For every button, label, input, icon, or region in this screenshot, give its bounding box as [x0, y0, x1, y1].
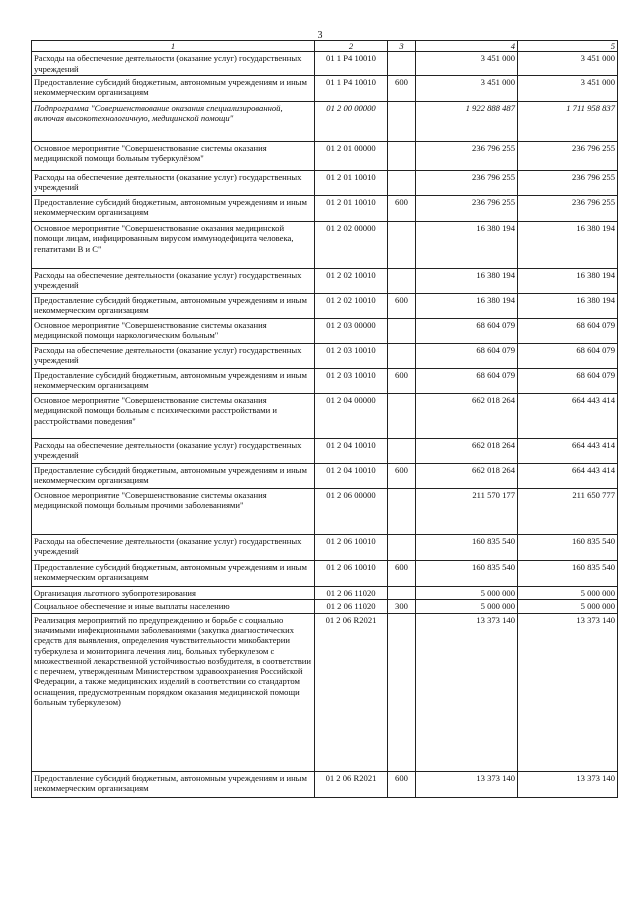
table-row	[32, 600, 618, 613]
row-code: 01 2 06 R2021	[315, 771, 388, 797]
row-code: 01 2 02 00000	[315, 221, 388, 268]
row-type: 600	[388, 771, 416, 797]
row-sum-2: 664 443 414	[518, 393, 618, 438]
row-type: 600	[388, 463, 416, 488]
row-type	[388, 221, 416, 268]
row-code: 01 2 06 00000	[315, 488, 388, 534]
row-sum-2: 68 604 079	[518, 343, 618, 368]
table-row	[32, 438, 618, 463]
header-col-3: 3	[388, 41, 416, 52]
row-name: Предоставление субсидий бюджетным, автономным учреждениям и иным некоммерческим организациям	[32, 560, 315, 586]
table-row	[32, 141, 618, 170]
row-name: Расходы на обеспечение деятельности (оказание услуг) государственных учреждений	[32, 438, 315, 463]
row-sum-1: 13 373 140	[416, 613, 518, 771]
table-row	[32, 318, 618, 343]
table-row	[32, 268, 618, 293]
row-type	[388, 318, 416, 343]
row-type: 600	[388, 75, 416, 101]
row-sum-2: 160 835 540	[518, 560, 618, 586]
row-sum-1: 211 570 177	[416, 488, 518, 534]
row-sum-1: 3 451 000	[416, 75, 518, 101]
header-col-1: 1	[32, 41, 315, 52]
row-name: Основное мероприятие "Совершенствование оказания медицинской помощи лицам, инфицированным вирусом иммунодефицита человека, гепатитами В и С"	[32, 221, 315, 268]
row-name: Предоставление субсидий бюджетным, автономным учреждениям и иным некоммерческим организациям	[32, 75, 315, 101]
row-sum-1: 16 380 194	[416, 221, 518, 268]
header-col-5: 5	[518, 41, 618, 52]
row-type	[388, 393, 416, 438]
table-row	[32, 52, 618, 76]
row-name: Социальное обеспечение и иные выплаты населению	[32, 600, 315, 613]
row-type	[388, 488, 416, 534]
row-sum-2: 236 796 255	[518, 141, 618, 170]
row-name: Основное мероприятие "Совершенствование системы оказания медицинской помощи больным с психическими расстройствами и расстройствами поведения"	[32, 393, 315, 438]
row-sum-2: 5 000 000	[518, 600, 618, 613]
row-name: Основное мероприятие "Совершенствование системы оказания медицинской помощи больным прочими заболеваниями"	[32, 488, 315, 534]
row-sum-1: 662 018 264	[416, 463, 518, 488]
row-name: Подпрограмма "Совершенствование оказания специализированной, включая высокотехнологичную, медицинской помощи"	[32, 101, 315, 141]
row-sum-2: 211 650 777	[518, 488, 618, 534]
row-sum-2: 16 380 194	[518, 293, 618, 318]
row-sum-2: 664 443 414	[518, 463, 618, 488]
row-sum-2: 13 373 140	[518, 613, 618, 771]
row-sum-2: 1 711 958 837	[518, 101, 618, 141]
row-code: 01 2 04 10010	[315, 438, 388, 463]
row-sum-1: 236 796 255	[416, 195, 518, 221]
row-name: Расходы на обеспечение деятельности (оказание услуг) государственных учреждений	[32, 268, 315, 293]
row-code: 01 2 06 10010	[315, 560, 388, 586]
row-name: Расходы на обеспечение деятельности (оказание услуг) государственных учреждений	[32, 52, 315, 76]
row-sum-2: 5 000 000	[518, 586, 618, 599]
row-sum-2: 3 451 000	[518, 52, 618, 76]
row-type	[388, 438, 416, 463]
row-sum-1: 68 604 079	[416, 318, 518, 343]
table-row	[32, 613, 618, 771]
row-code: 01 2 03 10010	[315, 368, 388, 393]
budget-table	[31, 40, 618, 798]
row-name: Основное мероприятие "Совершенствование системы оказания медицинской помощи больным туберкулёзом"	[32, 141, 315, 170]
row-code: 01 2 06 R2021	[315, 613, 388, 771]
table-row	[32, 195, 618, 221]
row-type	[388, 343, 416, 368]
row-sum-1: 5 000 000	[416, 586, 518, 599]
table-row	[32, 534, 618, 560]
row-name: Расходы на обеспечение деятельности (оказание услуг) государственных учреждений	[32, 170, 315, 195]
row-sum-2: 3 451 000	[518, 75, 618, 101]
row-code: 01 2 02 10010	[315, 293, 388, 318]
row-type	[388, 52, 416, 76]
table-row	[32, 488, 618, 534]
row-sum-1: 160 835 540	[416, 534, 518, 560]
page-number: 3	[317, 30, 323, 41]
table-header-row	[32, 41, 618, 52]
row-sum-1: 662 018 264	[416, 438, 518, 463]
row-sum-1: 236 796 255	[416, 141, 518, 170]
row-sum-1: 236 796 255	[416, 170, 518, 195]
row-code: 01 2 03 00000	[315, 318, 388, 343]
row-sum-2: 236 796 255	[518, 195, 618, 221]
row-type	[388, 141, 416, 170]
row-type: 300	[388, 600, 416, 613]
row-sum-2: 68 604 079	[518, 318, 618, 343]
row-name: Основное мероприятие "Совершенствование системы оказания медицинской помощи наркологическим больным"	[32, 318, 315, 343]
header-col-4: 4	[416, 41, 518, 52]
row-name: Расходы на обеспечение деятельности (оказание услуг) государственных учреждений	[32, 534, 315, 560]
table-row	[32, 221, 618, 268]
row-sum-1: 16 380 194	[416, 268, 518, 293]
row-sum-2: 68 604 079	[518, 368, 618, 393]
row-sum-1: 13 373 140	[416, 771, 518, 797]
row-code: 01 2 06 10010	[315, 534, 388, 560]
row-sum-2: 160 835 540	[518, 534, 618, 560]
row-name: Организация льготного зубопротезирования	[32, 586, 315, 599]
row-sum-1: 160 835 540	[416, 560, 518, 586]
row-sum-2: 664 443 414	[518, 438, 618, 463]
row-type	[388, 170, 416, 195]
row-type	[388, 586, 416, 599]
row-type	[388, 534, 416, 560]
row-code: 01 2 04 10010	[315, 463, 388, 488]
row-code: 01 2 06 11020	[315, 586, 388, 599]
row-name: Реализация мероприятий по предупреждению и борьбе с социально значимыми инфекционными заболеваниями (закупка диагностических средств для выявления, определения чувствительности микобактерии туберкулеза и мониторинга лечения лиц, больных туберкулезом с множественной лекарственной устойчивостью возбудителя, в соответствии с перечнем, утвержденным Министерством здравоохранения Российской Федерации, а также медицинских изделий в соответствии со стандартом оснащения, предусмотренным порядком оказания медицинской помощи больным туберкулезом)	[32, 613, 315, 771]
row-code: 01 2 03 10010	[315, 343, 388, 368]
row-code: 01 2 01 00000	[315, 141, 388, 170]
table-row	[32, 771, 618, 797]
row-sum-1: 3 451 000	[416, 52, 518, 76]
row-code: 01 2 00 00000	[315, 101, 388, 141]
table-row	[32, 463, 618, 488]
row-sum-1: 68 604 079	[416, 368, 518, 393]
row-name: Предоставление субсидий бюджетным, автономным учреждениям и иным некоммерческим организациям	[32, 368, 315, 393]
row-type	[388, 101, 416, 141]
row-type	[388, 268, 416, 293]
row-sum-2: 236 796 255	[518, 170, 618, 195]
row-sum-1: 662 018 264	[416, 393, 518, 438]
table-row	[32, 393, 618, 438]
row-sum-1: 68 604 079	[416, 343, 518, 368]
row-code: 01 2 02 10010	[315, 268, 388, 293]
row-code: 01 2 04 00000	[315, 393, 388, 438]
header-col-2: 2	[315, 41, 388, 52]
table-row	[32, 293, 618, 318]
row-name: Предоставление субсидий бюджетным, автономным учреждениям и иным некоммерческим организациям	[32, 293, 315, 318]
table-row	[32, 560, 618, 586]
row-type: 600	[388, 560, 416, 586]
row-code: 01 2 01 10010	[315, 170, 388, 195]
table-row	[32, 75, 618, 101]
row-sum-1: 16 380 194	[416, 293, 518, 318]
table-row	[32, 586, 618, 599]
row-name: Предоставление субсидий бюджетным, автономным учреждениям и иным некоммерческим организациям	[32, 463, 315, 488]
table-row	[32, 368, 618, 393]
table-row	[32, 101, 618, 141]
row-sum-1: 5 000 000	[416, 600, 518, 613]
row-type: 600	[388, 195, 416, 221]
row-sum-2: 16 380 194	[518, 268, 618, 293]
row-sum-2: 16 380 194	[518, 221, 618, 268]
row-type: 600	[388, 368, 416, 393]
row-name: Предоставление субсидий бюджетным, автономным учреждениям и иным некоммерческим организациям	[32, 195, 315, 221]
row-name: Предоставление субсидий бюджетным, автономным учреждениям и иным некоммерческим организациям	[32, 771, 315, 797]
table-row	[32, 170, 618, 195]
row-type	[388, 613, 416, 771]
row-sum-1: 1 922 888 487	[416, 101, 518, 141]
row-code: 01 2 06 11020	[315, 600, 388, 613]
row-type: 600	[388, 293, 416, 318]
row-code: 01 1 Р4 10010	[315, 75, 388, 101]
table-row	[32, 343, 618, 368]
row-code: 01 1 Р4 10010	[315, 52, 388, 76]
row-sum-2: 13 373 140	[518, 771, 618, 797]
row-name: Расходы на обеспечение деятельности (оказание услуг) государственных учреждений	[32, 343, 315, 368]
row-code: 01 2 01 10010	[315, 195, 388, 221]
